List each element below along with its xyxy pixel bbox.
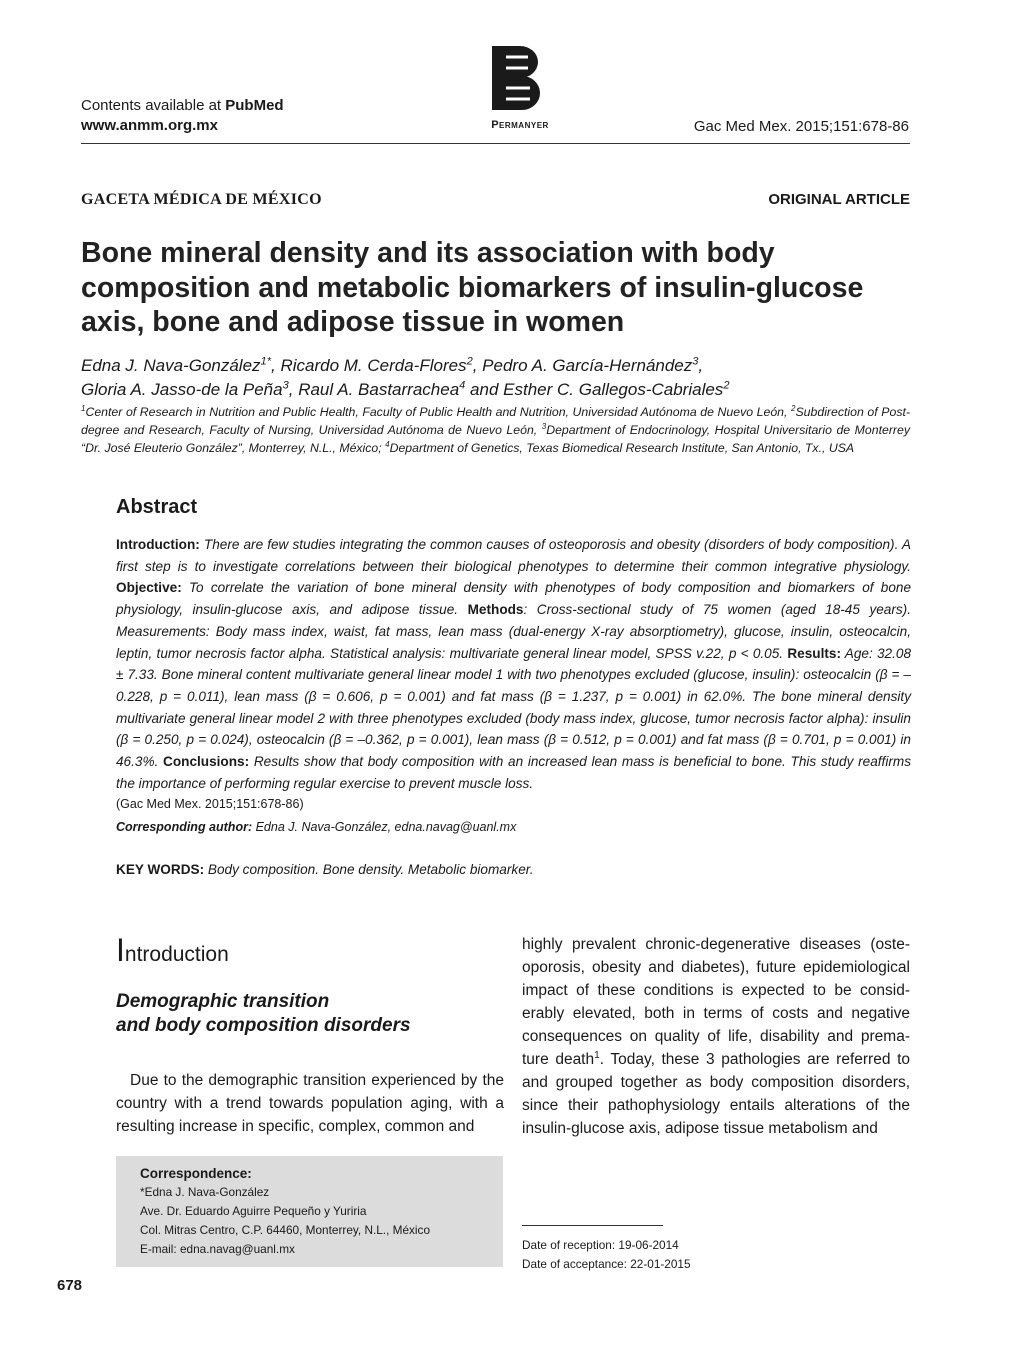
results-label: Results: (787, 645, 841, 661)
author-sup: 2 (723, 379, 730, 392)
date-acceptance: Date of acceptance: 22-01-2015 (522, 1257, 691, 1271)
affiliations (81, 403, 910, 457)
author: Ricardo M. Cerda-Flores (280, 356, 467, 375)
keywords-label: KEY WORDS: (116, 862, 205, 877)
website-link[interactable]: www.anmm.org.mx (81, 117, 218, 134)
correspondence-line: *Edna J. Nava-González (140, 1185, 270, 1199)
affiliation: Department of Genetics, Texas Biomedical Research Institute, San Antonio, Tx., USA (389, 441, 855, 455)
corresponding-author (116, 820, 516, 834)
article-dates (522, 1236, 691, 1274)
header-divider (81, 143, 910, 144)
subsection-line: Demographic transition (116, 991, 330, 1012)
paragraph-text: highly prevalent chronic-degenerative diseases (oste-oporosis, obesity and diabetes), future epidemiological impact of these conditions is expected to be consid-erably elevated, both in terms of costs and negative consequences on quality of life, disability and prema-ture death (522, 936, 910, 1068)
intro-text: There are few studies integrating the common causes of osteoporosis and obesity (disorders of body composition). A first step is to investigate correlations between their biological phenotypes to determine their common integrative physiology. (116, 537, 911, 574)
affiliation: Department of Endocrinology, Hospital Universitario de Monterrey “Dr. José Eleuterio González”, Monterrey, N.L., México; (81, 423, 911, 455)
permanyer-logo-icon (490, 46, 540, 110)
section-initial: I (116, 932, 125, 968)
affiliation: Subdirection of Post-degree and Research, Faculty of Nursing, Universidad Autónoma de Nuevo León, (81, 405, 910, 437)
author: Esther C. Gallegos-Cabriales (503, 380, 724, 399)
subsection-heading (116, 990, 496, 1038)
keywords (116, 862, 534, 877)
corresponding-label: Corresponding author: (116, 820, 253, 834)
author: Gloria A. Jasso-de la Peña (81, 380, 283, 399)
correspondence-heading: Correspondence: (140, 1166, 252, 1181)
methods-text: : Cross-sectional study of 75 women (aged 18-45 years). Measurements: Body mass index, waist, fat mass, lean mass (dual-energy X-ray absorptiometry), glucose, insulin, osteocalcin, leptin, tumor necrosis factor alpha. Statistical analysis: multivariate general linear model, SPSS v.22, p < 0.05. (116, 602, 911, 661)
correspondence-line: Col. Mitras Centro, C.P. 64460, Monterrey, N.L., México (140, 1223, 431, 1237)
conclusions-text: Results show that body composition with an increased lean mass is beneficial to bone. This study reaffirms the importance of performing regular exercise to prevent muscle loss. (116, 754, 911, 791)
intro-label: Introduction: (116, 537, 200, 552)
author-and: and (470, 380, 499, 399)
affil-sup: 4 (385, 439, 390, 449)
header-source (81, 96, 284, 136)
results-text: Age: 32.08 ± 7.33. Bone mineral content multivariate general linear model 1 with two phenotypes excluded (glucose, insulin): osteocalcin (β = –0.228, p = 0.011), lean mass (β = 0.606, p = 0.001) and fat mass (β = 1.237, p = 0.001) in 62.0%. The bone mineral density multivariate general linear model 2 with three phenotypes excluded (body mass index, glucose, tumor necrosis factor alpha): insulin (β = 0.250, p = 0.024), osteocalcin (β = –0.362, p = 0.001), lean mass (β = 0.512, p = 0.001) and fat mass (β = 0.701, p = 0.001) in 46.3%. (116, 645, 912, 770)
affil-sup: 1 (81, 403, 86, 413)
body-paragraph-right (522, 933, 910, 1140)
abstract-heading: Abstract (116, 496, 198, 518)
methods-label: Methods (467, 602, 524, 618)
article-title: Bone mineral density and its association with body composition and metabolic biomarkers of insulin-glucose axis, bone and adipose tissue in women (81, 237, 864, 338)
correspondence-line: Ave. Dr. Eduardo Aguirre Pequeño y Yuriria (140, 1204, 367, 1218)
article-type: ORIGINAL ARTICLE (768, 191, 910, 208)
author-sup: 1* (260, 355, 271, 368)
dates-divider (522, 1225, 663, 1226)
affil-sup: 2 (791, 403, 796, 413)
abstract-citation: (Gac Med Mex. 2015;151:678-86) (116, 797, 304, 811)
publisher-name: Permanyer (491, 119, 549, 131)
contents-prefix: Contents available at (81, 97, 226, 114)
keywords-text: Body composition. Bone density. Metabolic biomarker. (204, 862, 534, 877)
author: Pedro A. García-Hernández (482, 356, 693, 375)
correspondence-box (116, 1156, 503, 1267)
author-sup: 2 (466, 355, 473, 368)
journal-name: GACETA MÉDICA DE MÉXICO (81, 191, 322, 208)
objective-text: To correlate the variation of bone mineral density with phenotypes of body composition and biomarkers of bone physiology, insulin-glucose axis, and adipose tissue. (116, 580, 911, 618)
page-number: 678 (57, 1277, 83, 1294)
author: Raul A. Bastarrachea (298, 380, 460, 399)
author-sup: 3 (282, 379, 289, 392)
objective-label: Objective: (116, 580, 182, 596)
reference-sup[interactable]: 1 (594, 1049, 600, 1061)
header-citation: Gac Med Mex. 2015;151:678-86 (693, 118, 909, 135)
author: Edna J. Nava-González (81, 356, 261, 375)
author-list: Edna J. Nava-González$^{1*}$, Ricardo M. Cerda-Flores$^2$, Pedro A. García-Hernández$^3$, Gloria A. Jasso-de la Peña$^3$, Raul A. Bastarrachea$^4$ and Esther C. Gallegos-Cabriales$^2$ (81, 355, 730, 399)
date-reception: Date of reception: 19-06-2014 (522, 1238, 679, 1252)
affil-sup: 3 (541, 421, 547, 431)
author-sup: 4 (459, 379, 466, 392)
corresponding-text: Edna J. Nava-González, edna.navag@uanl.mx (252, 820, 517, 834)
pubmed-link[interactable]: PubMed (225, 97, 284, 114)
paragraph-text: . Today, these 3 pathologies are referred to and grouped together as body composition disorders, since their pathophysiology entails alterations of the insulin-glucose axis, adipose tissue metabolism and (522, 1051, 910, 1137)
abstract-body (116, 534, 911, 794)
affiliation: Center of Research in Nutrition and Public Health, Faculty of Public Health and Nutrition, Universidad Autónoma de Nuevo León, (85, 405, 792, 419)
author-sup: 3 (692, 355, 699, 368)
correspondence-email[interactable]: E-mail: edna.navag@uanl.mx (140, 1242, 295, 1256)
subsection-line: and body composition disorders (116, 1015, 411, 1036)
section-heading-introduction (116, 934, 229, 967)
conclusions-label: Conclusions: (163, 754, 250, 770)
section-heading-rest: ntroduction (124, 943, 229, 966)
body-paragraph-left: Due to the demographic transition experienced by the country with a trend towards population aging, with a resulting increase in specific, complex, common and (116, 1072, 504, 1135)
